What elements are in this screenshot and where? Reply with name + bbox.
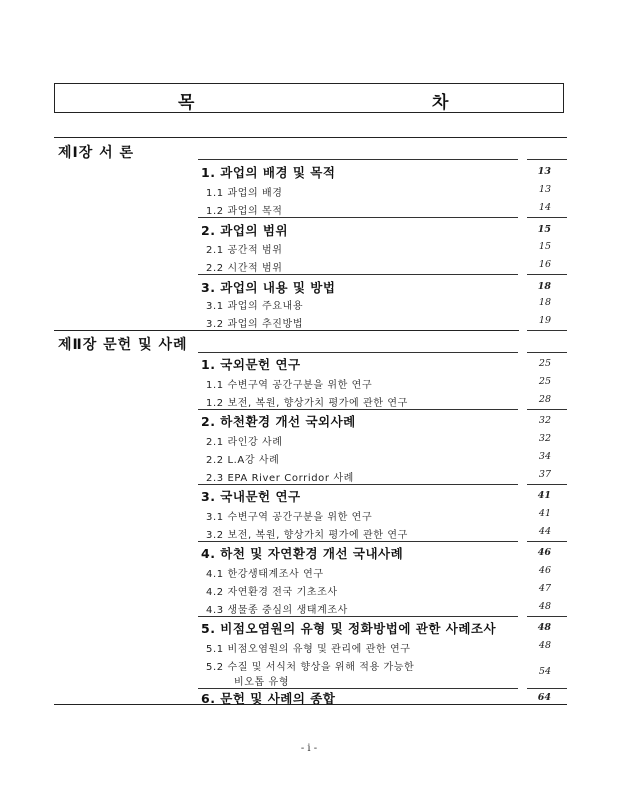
toc-sub-entry[interactable]: 1.2 보전, 복원, 향상가치 평가에 관한 연구 <box>206 398 408 409</box>
toc-page: 13 <box>537 166 551 177</box>
section-rule <box>198 159 518 160</box>
toc-page: 28 <box>538 394 551 405</box>
toc-section-1-1[interactable]: 1. 과업의 배경 및 목적 <box>201 165 336 180</box>
toc-section-2-3[interactable]: 3. 국내문헌 연구 <box>201 489 301 504</box>
toc-page: 48 <box>537 622 551 633</box>
chapter-1-heading: 제Ⅰ장 서 론 <box>58 145 135 161</box>
toc-section-1-3[interactable]: 3. 과업의 내용 및 방법 <box>201 280 336 295</box>
toc-section-2-2[interactable]: 2. 하천환경 개선 국외사례 <box>201 414 356 429</box>
toc-page: 37 <box>538 469 551 480</box>
toc-page: 15 <box>538 241 551 252</box>
toc-section-2-1[interactable]: 1. 국외문헌 연구 <box>201 357 301 372</box>
toc-sub-entry[interactable]: 1.1 과업의 배경 <box>206 188 283 199</box>
toc-page: 44 <box>538 526 551 537</box>
bottom-rule <box>54 704 567 705</box>
toc-page: 48 <box>538 640 551 651</box>
toc-page: 18 <box>537 281 551 292</box>
page-rule <box>527 688 567 689</box>
page-rule <box>527 616 567 617</box>
chapter-2-heading: 제Ⅱ장 문헌 및 사례 <box>58 337 188 353</box>
toc-page: 14 <box>538 202 551 213</box>
page-rule <box>527 159 567 160</box>
toc-sub-entry[interactable]: 2.1 라인강 사례 <box>206 437 283 448</box>
section-rule <box>198 616 518 617</box>
page-rule <box>527 541 567 542</box>
toc-sub-entry[interactable]: 4.1 한강생태계조사 연구 <box>206 569 324 580</box>
section-rule <box>198 541 518 542</box>
toc-page: 41 <box>537 490 551 501</box>
page-rule <box>527 217 567 218</box>
toc-section-2-4[interactable]: 4. 하천 및 자연환경 개선 국내사례 <box>201 546 404 561</box>
toc-page: 46 <box>538 565 551 576</box>
toc-page: 54 <box>538 666 551 677</box>
section-rule <box>198 217 518 218</box>
toc-page: 34 <box>538 451 551 462</box>
section-rule <box>198 409 518 410</box>
toc-page: 32 <box>538 433 551 444</box>
toc-sub-entry[interactable]: 5.2 수질 및 서식처 향상을 위해 적용 가능한 <box>206 662 415 673</box>
page-rule <box>527 409 567 410</box>
toc-page: 41 <box>538 508 551 519</box>
toc-page: 48 <box>538 601 551 612</box>
toc-page: 47 <box>538 583 551 594</box>
page-rule <box>527 274 567 275</box>
toc-title-right: 차 <box>432 93 450 113</box>
page-rule <box>527 352 567 353</box>
toc-sub-entry[interactable]: 3.1 과업의 주요내용 <box>206 301 304 312</box>
section-rule <box>198 484 518 485</box>
toc-sub-entry[interactable]: 5.1 비점오염원의 유형 및 관리에 관한 연구 <box>206 644 411 655</box>
toc-sub-entry[interactable]: 1.1 수변구역 공간구분을 위한 연구 <box>206 380 373 391</box>
toc-sub-entry[interactable]: 3.2 보전, 복원, 향상가치 평가에 관한 연구 <box>206 530 408 541</box>
toc-sub-entry[interactable]: 3.2 과업의 추진방법 <box>206 319 304 330</box>
toc-page: 15 <box>537 224 551 235</box>
toc-sub-entry[interactable]: 3.1 수변구역 공간구분을 위한 연구 <box>206 512 373 523</box>
toc-page: 19 <box>538 315 551 326</box>
toc-title-box <box>54 83 564 113</box>
toc-page: 25 <box>538 376 551 387</box>
toc-page: 18 <box>538 297 551 308</box>
toc-sub-entry-continued[interactable]: 비오톱 유형 <box>234 677 290 688</box>
toc-sub-entry[interactable]: 2.3 EPA River Corridor 사례 <box>206 473 354 484</box>
toc-sub-entry[interactable]: 4.3 생물종 중심의 생태계조사 <box>206 605 348 616</box>
toc-page: 16 <box>538 259 551 270</box>
toc-page: 46 <box>537 547 551 558</box>
toc-sub-entry[interactable]: 1.2 과업의 목적 <box>206 206 283 217</box>
page-number: - i - <box>300 743 318 754</box>
toc-page: 32 <box>538 415 551 426</box>
toc-page: 25 <box>538 358 551 369</box>
page-rule <box>527 330 567 331</box>
toc-sub-entry[interactable]: 2.2 L.A강 사례 <box>206 455 280 466</box>
toc-section-2-6[interactable]: 6. 문헌 및 사례의 종합 <box>201 691 336 706</box>
toc-title-left: 목 <box>178 93 196 113</box>
page-rule <box>527 484 567 485</box>
section-rule <box>198 274 518 275</box>
toc-sub-entry[interactable]: 2.2 시간적 범위 <box>206 263 283 274</box>
toc-section-1-2[interactable]: 2. 과업의 범위 <box>201 223 289 238</box>
chapter-divider <box>54 137 567 138</box>
toc-page: 13 <box>538 184 551 195</box>
chapter-divider <box>54 330 519 331</box>
toc-sub-entry[interactable]: 4.2 자연환경 전국 기초조사 <box>206 587 338 598</box>
section-rule <box>198 352 518 353</box>
toc-page: 64 <box>537 692 551 703</box>
toc-sub-entry[interactable]: 2.1 공간적 범위 <box>206 245 283 256</box>
toc-section-2-5[interactable]: 5. 비점오염원의 유형 및 정화방법에 관한 사례조사 <box>201 621 497 636</box>
